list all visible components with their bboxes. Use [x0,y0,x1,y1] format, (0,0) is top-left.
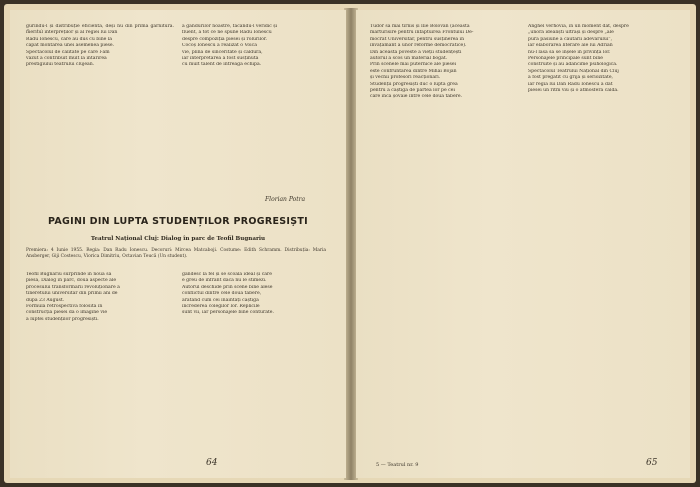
text-line: Prin scenele mai puternice ale piesei [370,62,457,68]
text-line: conflictul dintre cele două tabere, [182,291,262,297]
text-line: piesă, Dialog în parc, două aspecte ale [26,278,117,284]
text-line: Spectacolul Teatrului Național din Cluj [528,68,619,74]
text-line: construite și au adâncime psihologică. [528,62,618,68]
text-line: mărturisire pentru înfăptuirea Frontului De- [370,30,474,36]
review-signature: Florian Potra [265,196,306,203]
text-line: despre compoziția piesei și rolurilor. [182,36,267,42]
text-line: Tudor să mai tirnis și Ilie Bolovan (această [370,24,470,29]
open-book [4,4,696,483]
text-line: Anghel verhovia, în un moment dat, despre [528,24,629,29]
text-line: e greu de înfrânt dacă nu le stimezi. [182,278,267,284]
production-credits: Premiera: 4 Iunie 1955. Regia: Dan Radu Ionescu. Decoruri: Mircea Matcaboji. Costume: Edith Schramm. Distribuția: Maria Ansberger, Giji Costescu, Viorica Dimitriu, Octavian Teucă (Un student). [26,248,326,259]
text-line: piesei un ritm viu și o atmosferă caldă. [528,87,619,93]
text-line: fluent, a tot ce ne spune Radu Ionescu [182,30,272,36]
text-line: Radu Ionescu, care au dus cu bine la [26,36,113,42]
text-line: procesului transformării revoluționare a [26,284,120,290]
text-line: cu mult talent de întreaga echipă. [182,62,262,68]
left-column-2-bottom [182,272,332,317]
text-line: gândesc la fel și se scoală ideal și care [182,272,272,277]
text-line: după 23 August. [26,297,65,303]
section-title: PAGINI DIN LUPTA STUDENȚILOR PROGRESIȘTI [47,216,309,227]
text-line: Teofil Bugnariu surprinde în noua sa [26,272,112,277]
text-line: care încă șovăie între cele două tabere. [370,94,463,100]
text-line: construcția piesei dă o imagine vie [26,310,108,316]
text-line: învățământ a unor reforme democratice). [370,43,467,49]
text-line: Formula retrospectivă folosită în [26,303,103,309]
left-page [10,10,346,478]
left-column-1-top [26,24,174,69]
text-line: a fost pregătit cu grijă și seriozitate, [528,75,613,81]
text-line: Personajele principale sunt bine [528,55,604,61]
text-line: meritul interpreților și al regiei lui Dan [26,30,118,36]
text-line: vie, plină de sinceritate și căldură, [182,49,263,55]
right-page [356,10,690,478]
left-column-1-bottom [26,272,174,323]
footer-note: 5 — Teatrul nr. 9 [376,462,419,468]
article-subtitle: Teatrul Național Cluj: Dialog în parc de Teofil Bugnariu [90,236,266,242]
text-line: arătând cum cei înaintați câștigă [182,297,259,303]
text-line: Autorul deschide prin scene bine alese [182,284,273,290]
page-number-right: 65 [646,458,658,468]
text-line: pura pasiune a căutării adevărului”, [528,36,613,42]
text-line: văzut a contribuit mult la întărirea [26,55,107,61]
text-line: mocrat Universitar, pentru susținerea în [370,36,465,42]
text-line: pentru a câștiga de partea lor pe cei [370,87,455,93]
text-line: tineretului universitar din primii ani de [26,291,118,297]
right-column-2 [528,24,676,94]
text-line: Studenții progresiști duc o luptă grea [370,81,458,87]
text-line: încrederea colegilor lor. Replicile [182,303,260,309]
text-line: gurindu-l și distribuție eficientă, deși nu din prima garnitură. [26,24,174,29]
text-line: este confruntarea dintre Mihai Bojan [370,68,457,74]
text-line: capăt montarea unei asemenea piese. [26,43,115,49]
text-line: iar elaborarea literare ale lui Adrian [528,43,613,49]
page-number-left: 64 [206,458,218,468]
text-line: a luptei studenților progresiști. [26,316,99,322]
right-column-1 [370,24,520,101]
text-line: Din această poveste a vieții studențești [370,49,462,55]
text-line: sunt vii, iar personajele bine conturate. [182,310,274,316]
text-line: „unora idealiști ultrași și despre „ale [528,30,614,36]
text-line: și vechii profesori reacționari. [370,75,441,81]
text-line: prestigiului teatrului clujean. [26,62,95,68]
text-line: iar regia lui Dan Radu Ionescu a dat [528,81,613,87]
left-column-2-top [182,24,332,69]
text-line: a gândurilor noastre, făcându-l veridic și [182,24,278,29]
text-line: iar interpretarea a fost susținută [182,55,259,61]
text-line: Cocoș Ionescu a realizat o Voică [182,43,257,49]
text-line: nu-l lasă să se înșele în privința lor. [528,49,611,55]
text-line: autorul a scos un material bogat. [370,55,448,61]
text-line: Spectacolul de calitate pe care l-am [26,49,110,55]
